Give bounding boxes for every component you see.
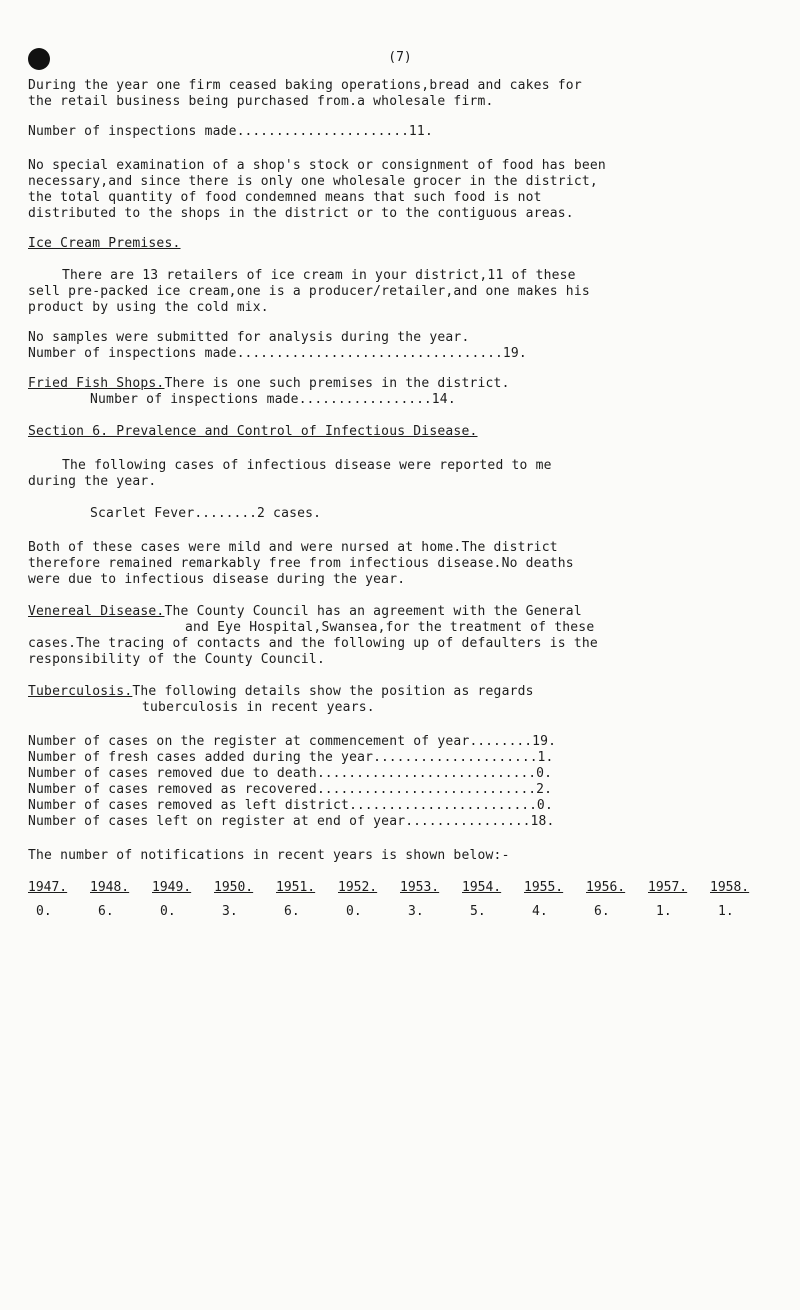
notification-count: 6. <box>284 904 300 919</box>
notification-count: 5. <box>470 904 486 919</box>
venereal-line-2: and Eye Hospital,Swansea,for the treatment of these <box>185 620 595 635</box>
year-label: 1949. <box>152 880 192 895</box>
tb-row: Number of cases removed as left district........................0. <box>28 798 553 813</box>
venereal-line-3: cases.The tracing of contacts and the following up of defaulters is the <box>28 636 598 651</box>
tb-row-label: Number of cases removed as left district <box>28 798 350 813</box>
notification-count: 0. <box>160 904 176 919</box>
scarlet-fever-line: Scarlet Fever........2 cases. <box>90 506 322 521</box>
tb-row: Number of cases on the register at commencement of year........19. <box>28 734 557 749</box>
bakery-inspections-line: Number of inspections made......................11. <box>28 124 433 139</box>
fried-fish-line <box>28 376 510 392</box>
section-6-para-line-1: Both of these cases were mild and were nursed at home.The district <box>28 540 558 555</box>
tb-row-label: Number of fresh cases added during the year <box>28 750 374 765</box>
ice-cream-samples: No samples were submitted for analysis during the year. <box>28 330 470 345</box>
tuberculosis-text-1: The following details show the position as regards <box>132 684 534 699</box>
notification-count: 1. <box>718 904 734 919</box>
section-6-heading: Section 6. Prevalence and Control of Infectious Disease. <box>28 424 478 439</box>
tb-row-label: Number of cases on the register at commencement of year <box>28 734 470 749</box>
notification-count: 4. <box>532 904 548 919</box>
notification-count: 1. <box>656 904 672 919</box>
tuberculosis-line-2: tuberculosis in recent years. <box>142 700 375 715</box>
year-label: 1947. <box>28 880 68 895</box>
venereal-line-1 <box>28 604 582 620</box>
notification-count: 6. <box>594 904 610 919</box>
tb-row-value: 1. <box>537 750 554 765</box>
tb-row-value: 19. <box>532 734 557 749</box>
examination-line-3: the total quantity of food condemned means that such food is not <box>28 190 542 205</box>
notification-count: 0. <box>36 904 52 919</box>
intro-line-1: During the year one firm ceased baking operations,bread and cakes for <box>28 78 582 93</box>
fried-fish-inspections-line: Number of inspections made.................14. <box>90 392 456 407</box>
year-label: 1958. <box>710 880 750 895</box>
tb-row: Number of cases removed as recovered............................2. <box>28 782 553 797</box>
ice-cream-line-2: sell pre-packed ice cream,one is a producer/retailer,and one makes his <box>28 284 590 299</box>
fried-fish-inspections-label: Number of inspections made <box>90 392 299 407</box>
venereal-text-1: The County Council has an agreement with the General <box>164 604 582 619</box>
notification-count: 6. <box>98 904 114 919</box>
examination-line-1: No special examination of a shop's stock or consignment of food has been <box>28 158 606 173</box>
page-number: (7) <box>388 50 412 65</box>
tb-row-label: Number of cases removed due to death <box>28 766 317 781</box>
tuberculosis-line-1 <box>28 684 534 700</box>
tb-row-value: 0. <box>536 766 553 781</box>
intro-line-2: the retail business being purchased from.a wholesale firm. <box>28 94 494 109</box>
bakery-inspections-label: Number of inspections made <box>28 124 237 139</box>
tb-row-value: 0. <box>536 798 553 813</box>
year-label: 1951. <box>276 880 316 895</box>
notification-count: 3. <box>408 904 424 919</box>
fried-fish-heading: Fried Fish Shops. <box>28 376 165 391</box>
year-label: 1954. <box>462 880 502 895</box>
tb-row: Number of cases removed due to death............................0. <box>28 766 553 781</box>
tb-row-label: Number of cases removed as recovered <box>28 782 317 797</box>
examination-line-2: necessary,and since there is only one wholesale grocer in the district, <box>28 174 598 189</box>
section-6-line-1: The following cases of infectious disease were reported to me <box>62 458 552 473</box>
section-6-para-line-3: were due to infectious disease during the year. <box>28 572 406 587</box>
ice-cream-inspections-label: Number of inspections made <box>28 346 237 361</box>
year-label: 1950. <box>214 880 254 895</box>
year-label: 1957. <box>648 880 688 895</box>
scarlet-fever-label: Scarlet Fever <box>90 506 195 521</box>
section-6-line-2: during the year. <box>28 474 157 489</box>
venereal-line-4: responsibility of the County Council. <box>28 652 325 667</box>
notification-count: 3. <box>222 904 238 919</box>
tb-row: Number of fresh cases added during the year.....................1. <box>28 750 554 765</box>
fried-fish-inspections-value: 14. <box>431 392 456 407</box>
venereal-heading: Venereal Disease. <box>28 604 165 619</box>
year-label: 1952. <box>338 880 378 895</box>
examination-line-4: distributed to the shops in the district or to the contiguous areas. <box>28 206 574 221</box>
ice-cream-inspections-line: Number of inspections made..................................19. <box>28 346 527 361</box>
ice-cream-line-1: There are 13 retailers of ice cream in your district,11 of these <box>62 268 576 283</box>
notifications-intro: The number of notifications in recent years is shown below:- <box>28 848 510 863</box>
year-label: 1953. <box>400 880 440 895</box>
ice-cream-line-3: product by using the cold mix. <box>28 300 269 315</box>
year-label: 1955. <box>524 880 564 895</box>
year-label: 1948. <box>90 880 130 895</box>
ice-cream-inspections-value: 19. <box>502 346 527 361</box>
tb-row-label: Number of cases left on register at end of year <box>28 814 406 829</box>
bakery-inspections-value: 11. <box>408 124 433 139</box>
section-6-para-line-2: therefore remained remarkably free from infectious disease.No deaths <box>28 556 574 571</box>
scarlet-fever-value: 2 cases. <box>256 506 322 521</box>
tb-row-value: 18. <box>530 814 555 829</box>
tb-row-value: 2. <box>536 782 553 797</box>
notification-count: 0. <box>346 904 362 919</box>
year-label: 1956. <box>586 880 626 895</box>
tuberculosis-heading: Tuberculosis. <box>28 684 133 699</box>
fried-fish-text: There is one such premises in the district. <box>164 376 510 391</box>
ice-cream-heading: Ice Cream Premises. <box>28 236 181 251</box>
tb-row: Number of cases left on register at end of year................18. <box>28 814 555 829</box>
